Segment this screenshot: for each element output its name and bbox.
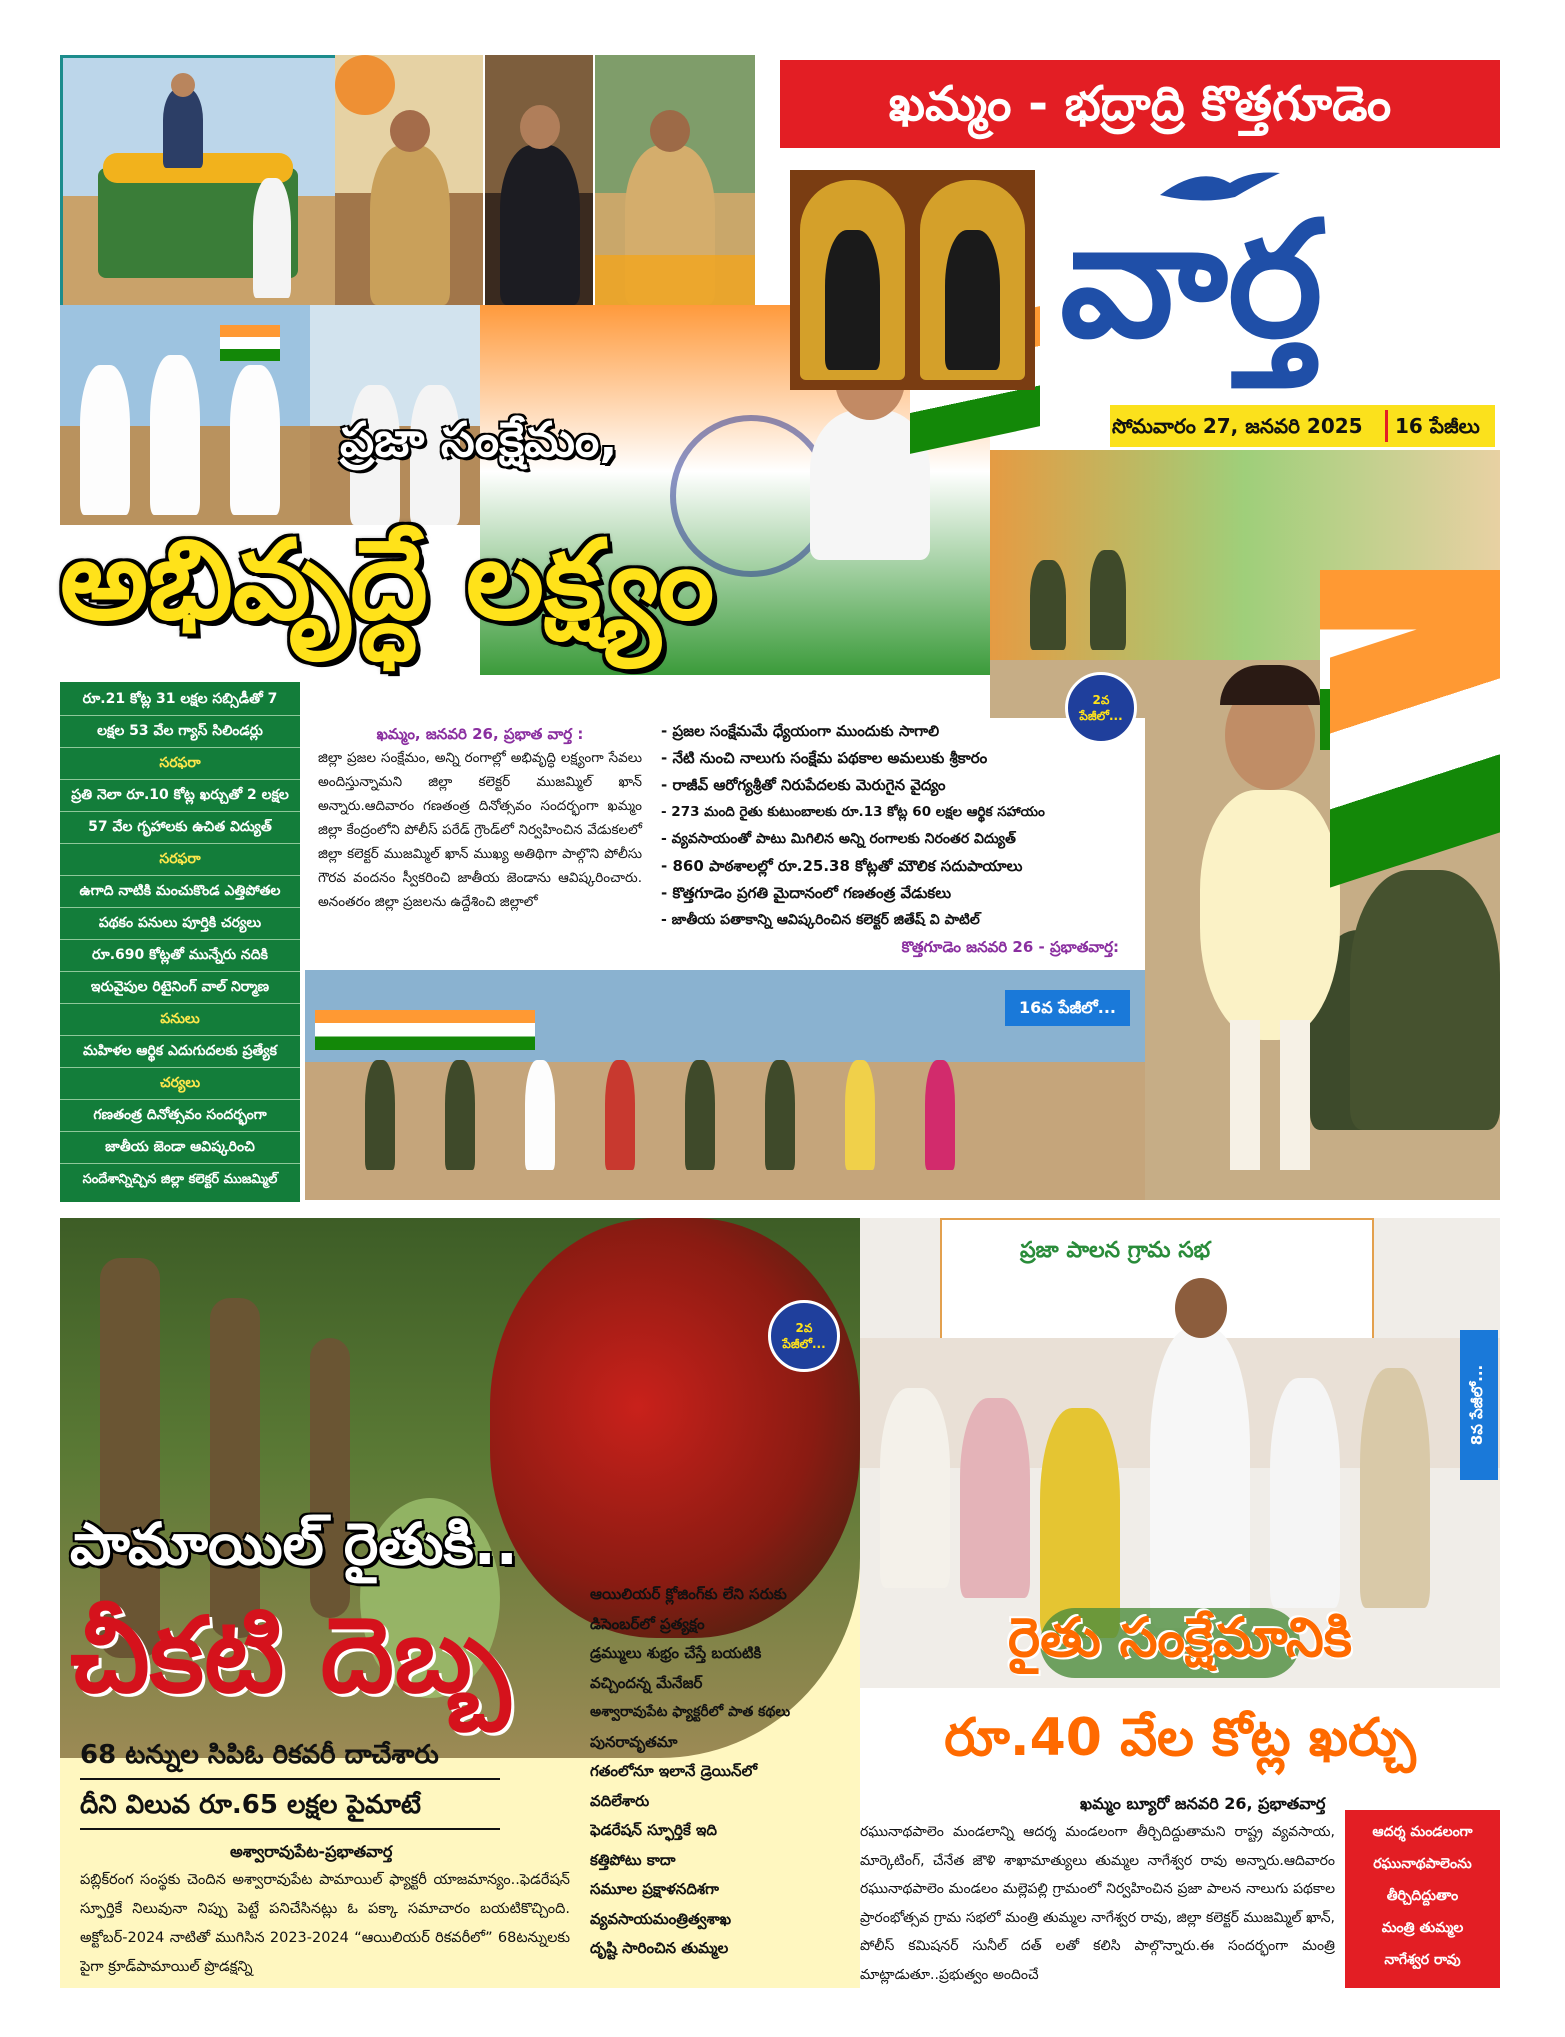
paper-name: వార్త — [1060, 186, 1323, 373]
side-list-item: డిసెంబర్‌లో ప్రత్యక్షం — [590, 1614, 705, 1633]
page-badge-text: 2వ పేజీలో... — [1079, 693, 1123, 723]
side-list-item: డ్రమ్ములు శుభ్రం చేస్తే బయటికి — [590, 1644, 762, 1662]
green-box-line: పథకం పనులు పూర్తికి చర్యలు — [60, 908, 300, 940]
side-list-item: పునరావృతమా — [590, 1732, 678, 1751]
side-list-item: కత్తిపోటు కాదా — [590, 1850, 676, 1869]
bullet-item: - కొత్తగూడెం ప్రగతి మైదానంలో గణతంత్ర వేడుకలు — [661, 884, 952, 902]
palm-dateline: అశ్వారావుపేట-ప్రభాతవార్త — [230, 1842, 393, 1861]
green-box-line: రూ.690 కోట్లతో మున్నేరు నదికి — [60, 940, 300, 972]
green-box-line: మహిళల ఆర్థిక ఎదుగుదలకు ప్రత్యేక — [60, 1036, 300, 1068]
masthead-region-text: ఖమ్మం - భద్రాద్రి కొత్తగూడెం — [888, 76, 1392, 132]
green-box-line: సరఫరా — [60, 844, 300, 876]
page-badge-2[interactable] — [1065, 672, 1137, 744]
bullet-item: - వ్యవసాయంతో పాటు మిగిలిన అన్ని రంగాలకు నిరంతర విద్యుత్ — [661, 831, 1016, 847]
bullet-item: - ప్రజల సంక్షేమమే ధ్యేయంగా ముందుకు సాగాలి — [661, 722, 940, 740]
page-ref-16[interactable]: 16వ పేజీలో... — [1005, 990, 1130, 1026]
red-box-line: ఆదర్శ మండలంగా — [1372, 1824, 1473, 1840]
green-box-line: లక్షల 53 వేల గ్యాస్ సిలిండర్లు — [60, 716, 300, 748]
side-list-item: వ్యవసాయమంత్రిత్వశాఖ — [590, 1909, 732, 1928]
side-list-item: సమూల ప్రక్షాళనదిశగా — [590, 1880, 719, 1898]
palm-body: పబ్లిక్‌రంగ సంస్థకు చెందిన అశ్వారావుపేట పామాయిల్ ఫ్యాక్టరీ యాజమాన్యం..ఫెడరేషన్ స్ఫూర్తికే నిలువునా నిప్పు పెట్టే పనిచేసినట్లు ఓ పక్కా సమాచారం బయటికొచ్చింది. అక్టోబర్-2024 నాటితో ముగిసిన 2023-2024 “ఆయిలియర్ రికవరీలో” 68టన్నులకు పైగా క్రూడ్‌పామాయిల్ ప్రొడక్షన్ని — [80, 1872, 570, 1975]
farmer-headline-1: రైతు సంక్షేమానికి — [1008, 1606, 1352, 1669]
side-list-item: ఆయిలియర్ క్లోజింగ్‌కు లేని సరుకు — [590, 1585, 787, 1603]
palm-page-badge-text: 2వ పేజీలో... — [782, 1321, 826, 1351]
side-list-item: వచ్చిందన్న మేనేజర్ — [590, 1673, 703, 1692]
red-box-line: మంత్రి తుమ్మల — [1381, 1920, 1464, 1936]
palm-kicker: పామాయిల్ రైతుకి.. — [70, 1510, 518, 1578]
green-box-line: చర్యలు — [60, 1068, 300, 1100]
green-box-line: సరఫరా — [60, 748, 300, 780]
red-box-line: రఘునాథపాలెంను — [1373, 1856, 1472, 1872]
palm-deck-2: దీని విలువ రూ.65 లక్షల పైమాటే — [80, 1790, 421, 1820]
parade-photo-salute — [60, 55, 338, 311]
page-count: 16 పేజీలు — [1395, 414, 1480, 438]
farmer-body: రఘునాథపాలెం మండలాన్ని ఆదర్శ మండలంగా తీర్చిదిద్దుతామని రాష్ట్ర వ్యవసాయ, మార్కెటింగ్, చేనేత జౌళి శాఖామాత్యులు తుమ్మల నాగేశ్వర రావు అన్నారు.ఆదివారం రఘునాథపాలెం మండలం మల్లెపల్లి గ్రామంలో నిర్వహించిన ప్రజా పాలన నాలుగు పథకాల ప్రారంభోత్సవ గ్రామ సభలో మంత్రి తుమ్మల నాగేశ్వర రావు, జిల్లా కలెక్టర్ ముజమ్మిల్ ఖాన్, పోలీస్ కమిషనర్ సునీల్ దత్ లతో కలిసి పాల్గొన్నారు.ఈ సందర్భంగా మంత్రి మాట్లాడుతూ..ప్రభుత్వం అందించే — [860, 1824, 1335, 1983]
green-box-line: ఉగాది నాటికి మంచుకొండ ఎత్తిపోతల — [60, 876, 300, 908]
side-list-item: దృష్టి సారించిన తుమ్మల — [590, 1939, 729, 1957]
farmer-dateline: ఖమ్మం బ్యూరో జనవరి 26, ప్రభాతవార్త — [1080, 1794, 1326, 1813]
green-box-line: 57 వేల గృహాలకు ఉచిత విద్యుత్ — [60, 812, 300, 844]
lead-bullets — [655, 718, 1145, 970]
green-box-line: ప్రతి నెలా రూ.10 కోట్ల ఖర్చుతో 2 లక్షల — [60, 780, 300, 812]
ram-darbar-image — [790, 170, 1035, 390]
dancing-girls-photo — [60, 305, 310, 525]
lead-headline: అభివృద్ధే లక్ష్యం — [60, 516, 715, 644]
red-box-line: నాగేశ్వర రావు — [1384, 1952, 1461, 1968]
bullet-item: - జాతీయ పతాకాన్ని ఆవిష్కరించిన కలెక్టర్ జితేష్ వి పాటిల్ — [661, 912, 980, 928]
farmer-headline-2: రూ.40 వేల కోట్ల ఖర్చు — [944, 1708, 1416, 1768]
side-list-item: గతంలోనూ ఇలానే డ్రెయిన్‌లో — [590, 1762, 758, 1780]
green-box-line: పనులు — [60, 1004, 300, 1036]
palm-deck-1: 68 టన్నుల సిపిఓ రికవరీ దాచేశారు — [80, 1740, 439, 1770]
farmer-red-box — [1345, 1810, 1500, 1988]
bullet-item: - నేటి నుంచి నాలుగు సంక్షేమ పథకాల అమలుకు శ్రీకారం — [661, 749, 988, 767]
lead-green-box — [60, 682, 300, 1202]
green-box-line: రూ.21 కోట్ల 31 లక్షల సబ్సిడీతో 7 — [60, 684, 300, 716]
paper-logo — [1040, 155, 1505, 390]
lead-article — [310, 718, 650, 970]
officers-salute-photo — [595, 55, 755, 305]
palm-deck-rule-2 — [80, 1828, 500, 1830]
palm-side-list — [590, 1580, 850, 1988]
lead-dateline: ఖమ్మం, జనవరి 26, ప్రభాత వార్త : — [376, 725, 584, 743]
lead-body: జిల్లా ప్రజల సంక్షేమం, అన్ని రంగాల్లో అభివృద్ధి లక్ష్యంగా సేవలు అందిస్తున్నామని జిల్లా కలెక్టర్ ముజమ్మిల్ ఖాన్ అన్నారు.ఆదివారం గణతంత్ర దినోత్సవం సందర్భంగా ఖమ్మం జిల్లా కేంద్రంలోని పోలీస్ పరేడ్ గ్రౌండ్‌లో నిర్వహించిన వేడుకలలో జిల్లా కలెక్టర్ ముజమ్మిల్ ఖాన్ ముఖ్య అతిథిగా పాల్గొని పోలీసు గౌరవ వందనం స్వీకరించి జాతీయ జెండాను ఆవిష్కరించారు. అనంతరం జిల్లా ప్రజలను ఉద్దేశించి జిల్లాలో — [318, 750, 642, 910]
green-box-line: గణతంత్ర దినోత్సవం సందర్భంగా — [60, 1100, 300, 1132]
bullet-item: - 273 మంది రైతు కుటుంబాలకు రూ.13 కోట్ల 60 లక్షల ఆర్థిక సహాయం — [661, 804, 1045, 820]
bullet-item: - రాజీవ్ ఆరోగ్యశ్రీతో నిరుపేదలకు మెరుగైన వైద్యం — [661, 776, 946, 794]
red-box-line: తీర్చిదిద్దుతాం — [1386, 1888, 1459, 1904]
green-box-line: సందేశాన్నిచ్చిన జిల్లా కలెక్టర్ ముజమ్మిల్ — [82, 1172, 278, 1187]
side-list-item: ఫెడరేషన్ స్ఫూర్తికే ఇది — [590, 1821, 717, 1839]
farmer-page-ref[interactable] — [1460, 1330, 1498, 1480]
green-box-line: ఇరువైపుల రిటైనింగ్ వాల్ నిర్మాణ — [60, 972, 300, 1004]
palm-headline: చీకటి దెబ్బ — [70, 1594, 511, 1716]
collector-salute-photo — [485, 55, 593, 305]
date-divider — [1385, 410, 1388, 442]
palm-deck-rule — [80, 1778, 500, 1780]
green-box-line: జాతీయ జెండా ఆవిష్కరించి — [60, 1132, 300, 1164]
issue-date: సోమవారం 27, జనవరి 2025 — [1112, 414, 1363, 438]
farmer-page-ref-text: 8వ పేజీలో... — [1468, 1364, 1487, 1446]
stage-banner-text: ప్రజా పాలన గ్రామ సభ — [1020, 1238, 1211, 1263]
bullet-item: - 860 పాఠశాలల్లో రూ.25.38 కోట్లతో మౌలిక సదుపాయాలు — [661, 857, 1023, 875]
side-list-item: అశ్వారావుపేట ఫ్యాక్టరీలో పాత కథలు — [590, 1704, 791, 1720]
lead-kicker: ప్రజా సంక్షేమం, — [340, 412, 618, 468]
bullets-dateline: కొత్తగూడెం జనవరి 26 - ప్రభాతవార్త: — [901, 938, 1119, 956]
side-list-item: వదిలేశారు — [590, 1791, 650, 1810]
palm-page-badge[interactable] — [768, 1300, 840, 1372]
police-salute-photo — [335, 55, 483, 305]
